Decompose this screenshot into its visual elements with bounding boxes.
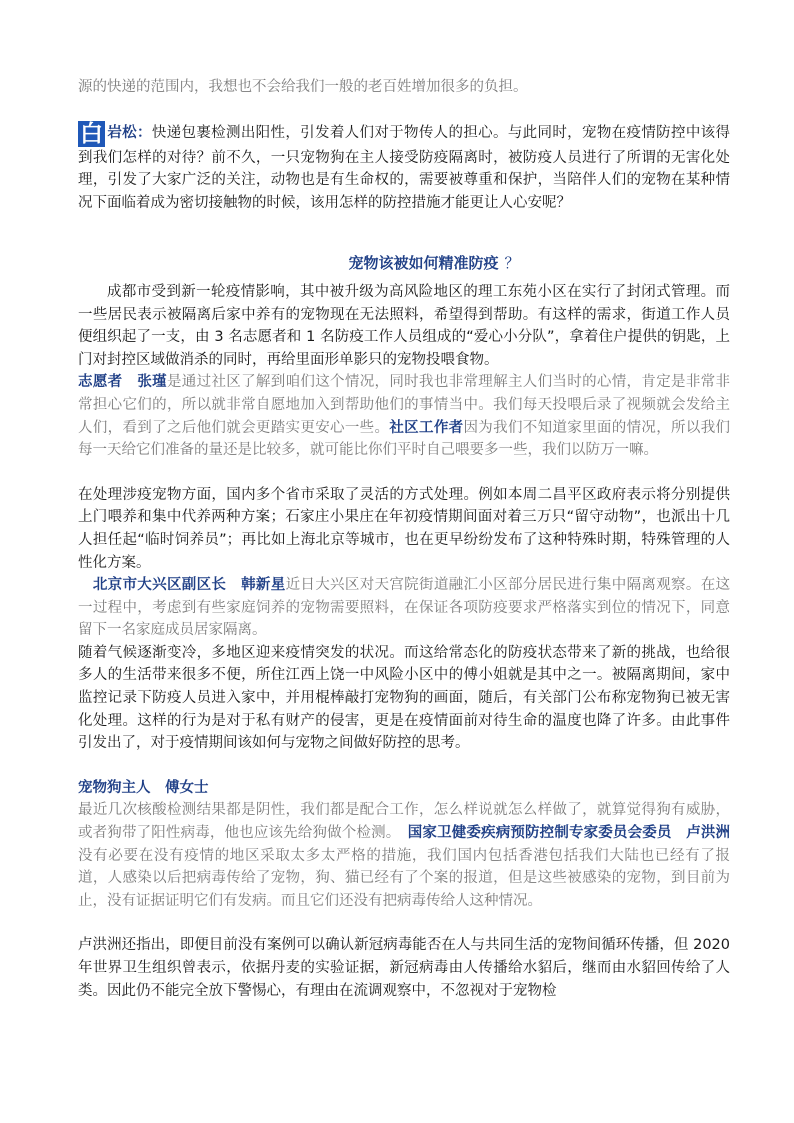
section-title-text: 宠物该被如何精准防疫 [348, 254, 499, 273]
name-expert: 卢洪洲 [686, 825, 731, 842]
paragraph-daxing-quote [78, 574, 730, 642]
host-intro-text: 快递包裹检测出阳性，引发着人们对于物传人的担心。与此同时，宠物在疫情防控中该得到我们怎样的对待？前不久，一只宠物狗在主人接受防疫隔离时，被防疫人员进行了所谓的无害化处理，引发了大家广泛的关注，动物也是有生命权的，需要被尊重和保护，当陪伴人们的宠物在某种情况下面临着成为密切接触物的时候，该用怎样的防控措施才能更让人心安呢？ [78, 124, 731, 211]
article-body [78, 76, 730, 1002]
paragraph-shangrao: 随着气候逐渐变冷，多地区迎来疫情突发的状况。而这给常态化的防疫状态带来了新的挑战，也给很多人的生活带来很多不便，所住江西上饶一中风险小区中的傅小姐就是其中之一。被隔离期间，家中监控记录下防疫人员进入家中，并用棍棒敲打宠物狗的画面，随后，有关部门公布称宠物狗已被无害化处理。这样的行为是对于私有财产的侵害，更是在疫情面前对待生命的温度也降了许多。由此事件引发出了，对于疫情期间该如何与宠物之间做好防控的思考。 [78, 644, 730, 752]
community-worker-quote-text: 因为我们不知道家里面的情况，所以我们每一天给它们准备的量还是比较多，就可能比你们平时自己喂要多一些，我们以防万一嘛。 [78, 419, 731, 459]
role-expert: 国家卫健委疾病预防控制专家委员会委员 [407, 825, 672, 842]
paragraph-provinces: 在处理涉疫宠物方面，国内多个省市采取了灵活的方式处理。例如本周二昌平区政府表示将分别提供上门喂养和集中代养两种方案；石家庄小果庄在年初疫情期间面对着三万只“留守动物”，也派出十几人担任起“临时饲养员”；再比如上海北京等城市，也在更早纷纷发布了这种特殊时期，特殊管理的人性化方案。 [78, 486, 730, 571]
section-title-question-mark: ？ [504, 254, 520, 273]
role-volunteer: 志愿者 [78, 374, 123, 391]
paragraph-owner-expert-quote [78, 799, 730, 912]
paragraph-chengdu: 成都市受到新一轮疫情影响，其中被升级为高风险地区的理工东苑小区在实行了封闭式管理。而一些居民表示被隔离后家中养有的宠物现在无法照料，希望得到帮助。有这样的需求，街道工作人员便组织起了一支，由 3 名志愿者和 1 名防疫工作人员组成的“爱心小分队”，拿着住户提供的钥匙，上门对封控区域做消杀的同时，再给里面形单影只的宠物投喂食物。 [78, 283, 730, 368]
daxing-quote-text: 近日大兴区对天宫院街道融汇小区部分居民进行集中隔离观察。在这一过程中，考虑到有些家庭饲养的宠物需要照料，在保证各项防疫要求严格落实到位的情况下，同意留下一名家庭成员居家隔离。 [78, 577, 731, 639]
dropcap-bai: 白 [80, 120, 103, 147]
role-community-worker: 社区工作者 [389, 419, 464, 436]
section-title [78, 252, 730, 275]
paragraph-volunteer-quote [78, 371, 730, 461]
name-volunteer: 张瑾 [137, 374, 167, 391]
paragraph-lu-conclusion: 卢洪洲还指出，即便目前没有案例可以确认新冠病毒能否在人与共同生活的宠物间循环传播，但 2020 年世界卫生组织曾表示，依据丹麦的实验证据，新冠病毒由人传播给水貂后，继而由水貂回传给了人类。因此仍不能完全放下警惕心，有理由在流调观察中，不忽视对于宠物检 [78, 937, 730, 999]
paragraph-continued: 源的快递的范围内，我想也不会给我们一般的老百姓增加很多的负担。 [78, 79, 528, 95]
volunteer-quote-text: 是通过社区了解到咱们这个情况，同时我也非常理解主人们当时的心情，肯定是非常非常担心它们的，所以就非常自愿地加入到帮助他们的事情当中。我们每天投喂后录了视频就会发给主人们，看到了之后他们就会更踏实更安心一些。 [78, 374, 731, 436]
name-daxing-official: 韩新星 [241, 577, 286, 594]
speaker-name: 岩松 [107, 124, 137, 141]
speaker-colon: ： [137, 124, 152, 141]
role-daxing-official: 北京市大兴区副区长 [92, 577, 227, 594]
pet-owner-label: 宠物狗主人 傅女士 [78, 779, 209, 796]
owner-quote-text: 最近几次核酸检测结果都是阴性，我们都是配合工作，怎么样说就怎么样做了，就算觉得狗有威胁，或者狗带了阳性病毒，他也应该先给狗做个检测。 [78, 802, 730, 842]
expert-quote-text: 没有必要在没有疫情的地区采取太多太严格的措施，我们国内包括香港包括我们大陆也已经有了报道，人感染以后把病毒传给了宠物，狗、猫已经有了个案的报道，但是这些被感染的宠物，到目前为止，没有证据证明它们有发病。而且它们还没有把病毒传给人这种情况。 [78, 847, 730, 909]
host-intro-paragraph [78, 121, 730, 215]
